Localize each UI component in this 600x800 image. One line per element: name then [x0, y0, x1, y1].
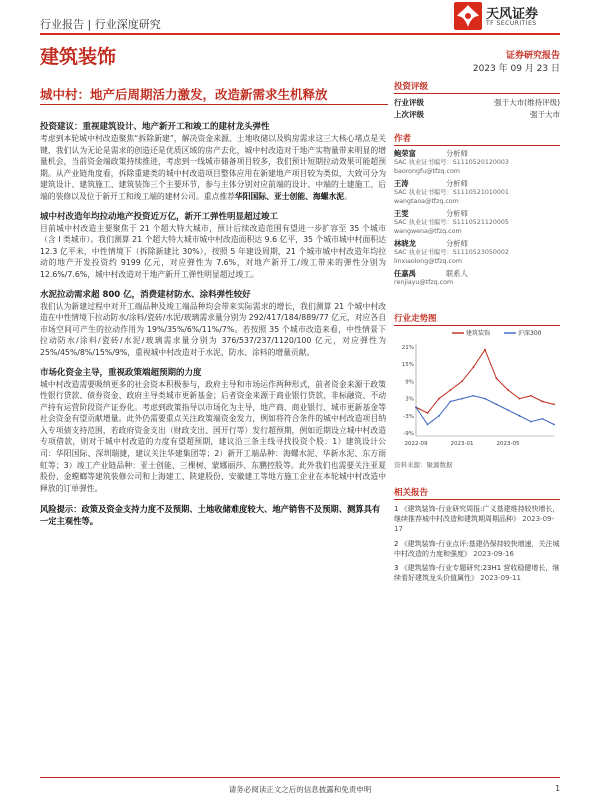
prev-rating-value: 强于大市: [530, 110, 560, 119]
data-point: [542, 401, 544, 403]
industry-rating-label: 行业评级: [394, 98, 424, 107]
section-body: 目前城中村改造主要聚焦于 21 个超大特大城市，预计后续改造范围有望进一步扩容至 35 个城市（含 I 类城市）。我们测算 21 个超大特大城市城中村改造面积达 9.6 亿平，35 个城市城中村面积达 12.3 亿平米，中性情境下（拆除新建比 30%），按照 5 年建设周期，21 个城市城中村改造年均拉动的地产开发投资约 9199 亿元，对应弹性为 7.6%，对地产新开工/竣工带来的弹性分别为 12.6%/7.6%，城中村改造对于地产新开工弹性明显超过竣工。: [40, 223, 386, 279]
tf-securities-logo-icon: [454, 2, 482, 30]
header-divider: [40, 33, 560, 35]
data-point: [473, 366, 475, 368]
data-point: [427, 424, 429, 426]
author-entry: 任嘉禹 联系人 renjiayu@tfzq.com: [394, 269, 560, 288]
author-email[interactable]: renjiayu@tfzq.com: [394, 279, 454, 286]
section-title: 城中村改造年均拉动地产投资近万亿，新开工弹性明显超过竣工: [40, 211, 279, 222]
data-point: [542, 418, 544, 420]
legend-label: 沪深300: [518, 330, 542, 337]
headline-divider: [40, 104, 388, 105]
rating-title: 投资评级: [394, 80, 560, 94]
author-entry: 鲍荣富 分析师 SAC 执业证书编号：S1110520120003 baorongfu@tfzq.com: [394, 149, 560, 176]
prev-rating-label: 上次评级: [394, 110, 424, 119]
data-point: [427, 412, 429, 414]
y-tick-label: 9%: [405, 379, 414, 386]
data-point: [484, 349, 486, 351]
footer-disclaimer: 请务必阅读正文之后的信息披露和免责申明: [228, 785, 372, 794]
y-tick-label: -3%: [403, 413, 414, 420]
series-line-0: [416, 350, 554, 413]
author-email[interactable]: linxiaolong@tfzq.com: [394, 257, 463, 265]
section-building-materials: [40, 290, 386, 359]
related-report-item[interactable]: 2 《建筑装饰-行业点评:基建仍保持较快增速，关注城中村改造的力度和强度》 2023-09-16: [394, 539, 560, 558]
section-title: 市场化资金主导，重视政策端超预期的力度: [40, 367, 202, 378]
data-point: [484, 398, 486, 400]
data-point: [450, 401, 452, 403]
rating-panel: [394, 80, 560, 121]
data-point: [507, 389, 509, 391]
author-entry: 王涛 分析师 SAC 执业证书编号：S1110521010001 wangtaoa@tfzq.com: [394, 179, 560, 206]
report-type: 证券研究报告: [505, 51, 560, 61]
industry-trend-chart: [394, 324, 560, 458]
y-tick-label: 3%: [405, 396, 414, 403]
data-point: [438, 415, 440, 417]
data-point: [519, 398, 521, 400]
author-entry: 林晓龙 分析师 SAC 执业证书编号：S1110523050002 linxiaolong@tfzq.com: [394, 239, 560, 266]
section-body: 我们认为新建过程中对开工端品种及竣工端品种均会带来实际需求的增长，我们测算 21 个城中村改造在中性情境下拉动防水/涂料/瓷砖/水泥/玻璃需求量分别为 292/417/184/889/77 亿元，对应各自市场空间可产生的拉动作用为 19%/35%/6%/11%/7%。若按照 35 个城市改造来看，中性情景下拉动防水/涂料/瓷砖/水泥/玻璃需求量分别为 376/537/237/1120/100 亿元，对应弹性为 25%/45%/8%/15%/9%，重视城中村改造对于水泥、防水、涂料的增量贡献。: [40, 301, 386, 357]
sector-title: 建筑装饰: [40, 46, 117, 68]
data-point: [461, 380, 463, 382]
section-title: 投资建议：重视建筑设计、地产新开工和竣工的建材龙头弹性: [40, 122, 270, 132]
author-entry: 王雯 分析师 SAC 执业证书编号：S1110521120005 wangwena@tfzq.com: [394, 209, 560, 236]
x-tick-label: 2022-09: [404, 441, 428, 447]
x-tick-label: 2023-01: [450, 441, 474, 447]
data-point: [415, 406, 417, 408]
industry-rating-value: 强于大市(维持评级): [494, 98, 560, 107]
section-title: 水泥拉动需求超 800 亿，消费建材防水、涂料弹性较好: [40, 289, 251, 300]
data-point: [473, 395, 475, 397]
y-tick-label: 15%: [401, 362, 414, 369]
logo-english-name: TF SECURITIES: [486, 20, 537, 27]
risk-warning: 风险提示：政策及资金支持力度不及预期、土地收储难度较大、地产销售不及预期、测算具有一定主观性等。: [40, 504, 381, 527]
section-body: 城中村改造需要吸纳更多的社会资本积极参与，政府主导和市场运作两种形式，前者资金来源于政策性银行贷款、债券资金、政府主导类城市更新基金；后者资金来源于商业银行贷款、非标融资、不动产持有运营阶段资产证券化。考虑到政策指导以市场化为主导，地产商、商业银行、城市更新基金等社会资金有望贡献增量。此外仍需要重点关注政策端资金发力，例如将符合条件的城中村改造项目纳入专项债支持范围，若政府资金支出（财政支出、国开行等）发行超预期，例如近期设立城中村改造专项借款，则对于城中村改造的力度有望超预期，建议沿三条主线寻找投资个股：1）建筑设计公司：华阳国际、深圳瑞捷，建议关注华建集团等；2）新开工端品种：海螺水泥、华新水泥、东方雨虹等；3）竣工产业链品种：亚士创能、三棵树、蒙娜丽莎、东鹏控股等。此外我们也需要关注亚夏股份、金螳螂等建筑装修公司和上海建工、陕建股份、安徽建工等地方施工企业在本轮城中村改造中释放的订单弹性。: [40, 379, 386, 493]
data-point: [496, 403, 498, 405]
logo-chinese-name: 天风证券: [486, 7, 539, 22]
data-point: [496, 378, 498, 380]
authors-panel: [394, 132, 560, 288]
page-number: 1: [555, 784, 560, 793]
data-point: [530, 421, 532, 423]
main-content: [40, 122, 386, 527]
related-report-item[interactable]: 3 《建筑装饰-行业专题研究:23H1 营收稳健增长，继续看好建筑龙头价值属性》 2023-09-11: [394, 564, 560, 583]
series-line-1: [416, 396, 554, 425]
section-market-funding: [40, 368, 386, 495]
data-point: [438, 398, 440, 400]
x-tick-label: 2023-05: [496, 441, 520, 447]
section-body: 考虑到本轮城中村改造聚焦“拆除新建”，解决资金来源、土地收储以及购房需求这三大核心堵点是关键，我们认为无论是需求的创造还是优质区域的房产去化，城中村改造对于地产实物量带来明显的增量机会，当前资金端政策持续推进，考虑到一线城市储备项目较多，我们预计短期拉动效果可能超预期。从产业链角度看，拆除重建类的城中村改造项目整体应用在新建地产项目较为类似，大致可分为建筑设计、建筑施工、建筑装饰三个主要环节，参与主体分别对应前端的设计、中端的土建施工、后端的装修以及位于新开工和竣工端的建材公司。重点推荐华阳国际、亚士创能、海螺水泥。: [40, 134, 386, 201]
report-category-nav: 行业报告 | 行业深度研究: [40, 18, 161, 31]
report-date: 2023 年 09 月 23 日: [472, 64, 560, 74]
related-title: 相关报告: [394, 486, 560, 500]
data-point: [553, 424, 555, 426]
related-reports-panel: [394, 486, 560, 583]
y-tick-label: -9%: [403, 431, 414, 438]
section-investment-pull: [40, 212, 386, 281]
author-email[interactable]: baorongfu@tfzq.com: [394, 167, 460, 175]
authors-title: 作者: [394, 132, 560, 146]
report-headline: 城中村：地产后周期活力激发，改造新需求生机释放: [40, 87, 328, 102]
author-email[interactable]: wangwena@tfzq.com: [394, 227, 462, 235]
legend-label: 建筑装饰: [466, 330, 491, 337]
section-investment-advice: [40, 122, 386, 203]
related-report-item[interactable]: 1 《建筑装饰-行业研究周报:广义基建维持较快增长，继续推荐城中村改造和建筑期周期品种》 2023-09-17: [394, 505, 560, 534]
data-point: [519, 415, 521, 417]
author-email[interactable]: wangtaoa@tfzq.com: [394, 197, 459, 205]
data-point: [461, 398, 463, 400]
data-point: [553, 403, 555, 405]
footer-divider: [40, 777, 560, 778]
data-point: [450, 389, 452, 391]
chart-source: 资料来源：聚源数据: [394, 461, 453, 469]
data-point: [507, 409, 509, 411]
data-point: [530, 395, 532, 397]
trend-title: 行业走势图: [394, 312, 560, 326]
y-tick-label: 21%: [401, 344, 414, 351]
